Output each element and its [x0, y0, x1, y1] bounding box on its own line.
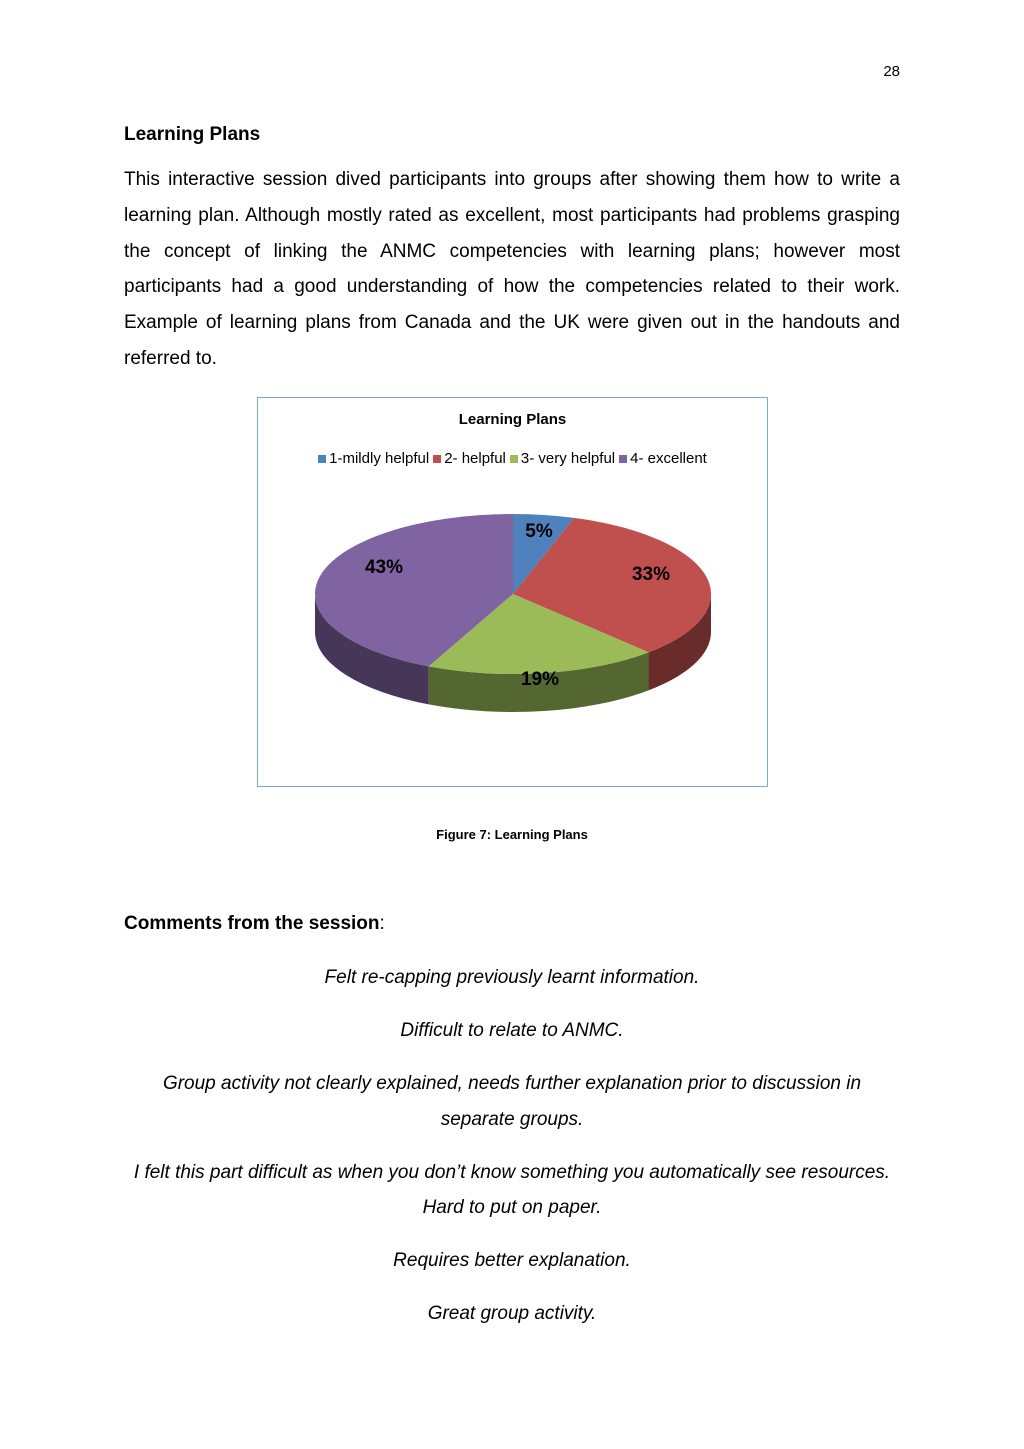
comment-item: Great group activity. — [427, 1303, 597, 1324]
section-heading: Learning Plans — [124, 124, 261, 145]
pie-label-excellent: 43% — [364, 557, 404, 578]
comment-item: Requires better explanation. — [393, 1250, 631, 1271]
legend-label-excellent: 4- excellent — [630, 450, 707, 467]
pie-chart — [257, 397, 768, 787]
comment-item: Felt re-capping previously learnt information. — [324, 967, 700, 988]
comment-item: Group activity not clearly explained, needs further explanation prior to discussion in separate groups. — [162, 1073, 862, 1130]
pie-chart-plot — [258, 398, 767, 786]
chart-title: Learning Plans — [458, 411, 567, 428]
comments-list — [124, 960, 900, 1349]
legend-label-very-helpful: 3- very helpful — [520, 450, 616, 467]
pie-label-mildly-helpful: 5% — [525, 521, 553, 542]
comments-heading — [124, 913, 385, 935]
comments-heading-text: Comments from the session — [124, 913, 380, 934]
comment-item: Difficult to relate to ANMC. — [400, 1020, 624, 1041]
page-number: 28 — [883, 63, 900, 80]
legend-label-helpful: 2- helpful — [444, 450, 506, 467]
comment-item: I felt this part difficult as when you don’t know something you automatically see resources. Hard to put on paper. — [133, 1161, 891, 1218]
comments-heading-colon: : — [379, 913, 385, 934]
figure-caption: Figure 7: Learning Plans — [436, 827, 588, 842]
pie-label-very-helpful: 19% — [520, 669, 560, 690]
legend-label-mildly-helpful: 1-mildly helpful — [329, 450, 430, 467]
pie-label-helpful: 33% — [631, 564, 671, 585]
section-body-paragraph: This interactive session dived participants into groups after showing them how to write a learning plan. Although mostly rated as excellent, most participants had problems grasping the concept of linking the ANMC competencies with learning plans; however most participants had a good understanding of how the competencies related to their work. Example of learning plans from Canada and the UK were given out in the handouts and referred to. — [124, 169, 900, 369]
